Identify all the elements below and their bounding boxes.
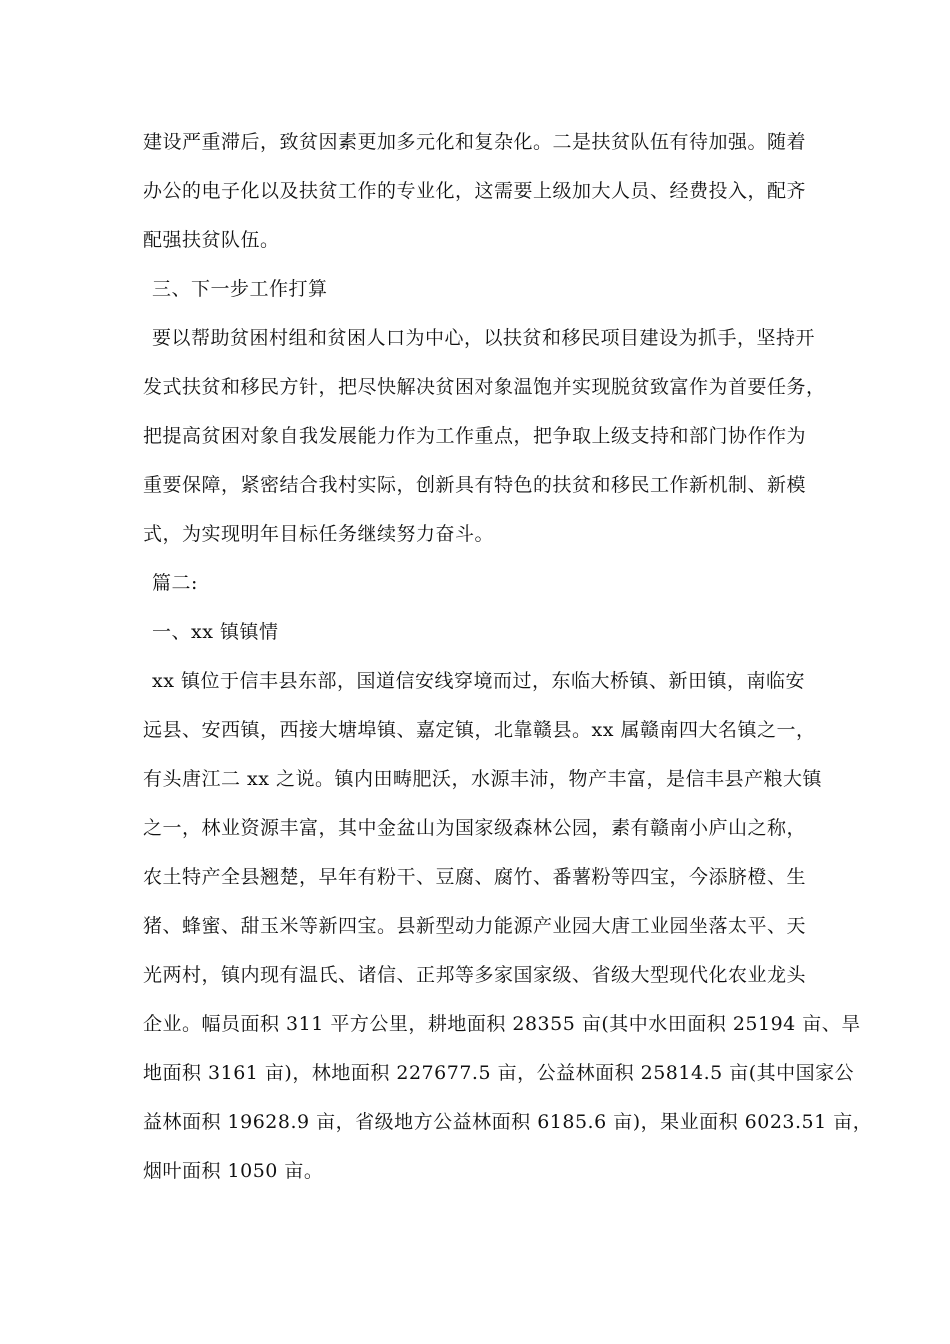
text-line: 农土特产全县翘楚，早年有粉干、豆腐、腐竹、番薯粉等四宝，今添脐橙、生 (143, 866, 807, 888)
text-line: 发式扶贫和移民方针，把尽快解决贫困对象温饱并实现脱贫致富作为首要任务， (143, 376, 826, 398)
section-heading: 一、xx 镇镇情 (152, 621, 279, 643)
text-line: 要以帮助贫困村组和贫困人口为中心，以扶贫和移民项目建设为抓手，坚持开 (152, 327, 816, 349)
part-heading: 篇二: (152, 572, 198, 594)
text-line: 重要保障，紧密结合我村实际，创新具有特色的扶贫和移民工作新机制、新模 (143, 474, 807, 496)
text-line: 建设严重滞后，致贫因素更加多元化和复杂化。二是扶贫队伍有待加强。随着 (143, 131, 807, 153)
text-line: 式，为实现明年目标任务继续努力奋斗。 (143, 523, 495, 545)
text-line: 远县、安西镇，西接大塘埠镇、嘉定镇，北靠赣县。xx 属赣南四大名镇之一， (143, 719, 816, 741)
section-heading: 三、下一步工作打算 (152, 278, 328, 300)
text-line: 地面积 3161 亩)，林地面积 227677.5 亩，公益林面积 25814.5 亩(其中国家公 (143, 1062, 855, 1084)
text-line: 配强扶贫队伍。 (143, 229, 280, 251)
text-line: 益林面积 19628.9 亩，省级地方公益林面积 6185.6 亩)，果业面积 6023.51 亩， (143, 1111, 873, 1133)
document-body (143, 118, 873, 1196)
text-line: 之一，林业资源丰富，其中金盆山为国家级森林公园，素有赣南小庐山之称， (143, 817, 807, 839)
text-line: 有头唐江二 xx 之说。镇内田畴肥沃，水源丰沛，物产丰富，是信丰县产粮大镇 (143, 768, 823, 790)
text-line: 办公的电子化以及扶贫工作的专业化，这需要上级加大人员、经费投入，配齐 (143, 180, 807, 202)
text-line: 烟叶面积 1050 亩。 (143, 1160, 324, 1182)
text-line: 企业。幅员面积 311 平方公里，耕地面积 28355 亩(其中水田面积 25194 亩、旱 (143, 1013, 861, 1035)
text-line: 光两村，镇内现有温氏、诸信、正邦等多家国家级、省级大型现代化农业龙头 (143, 964, 807, 986)
text-line: 猪、蜂蜜、甜玉米等新四宝。县新型动力能源产业园大唐工业园坐落太平、天 (143, 915, 807, 937)
text-line: xx 镇位于信丰县东部，国道信安线穿境而过，东临大桥镇、新田镇，南临安 (152, 670, 805, 692)
text-line: 把提高贫困对象自我发展能力作为工作重点，把争取上级支持和部门协作作为 (143, 425, 807, 447)
